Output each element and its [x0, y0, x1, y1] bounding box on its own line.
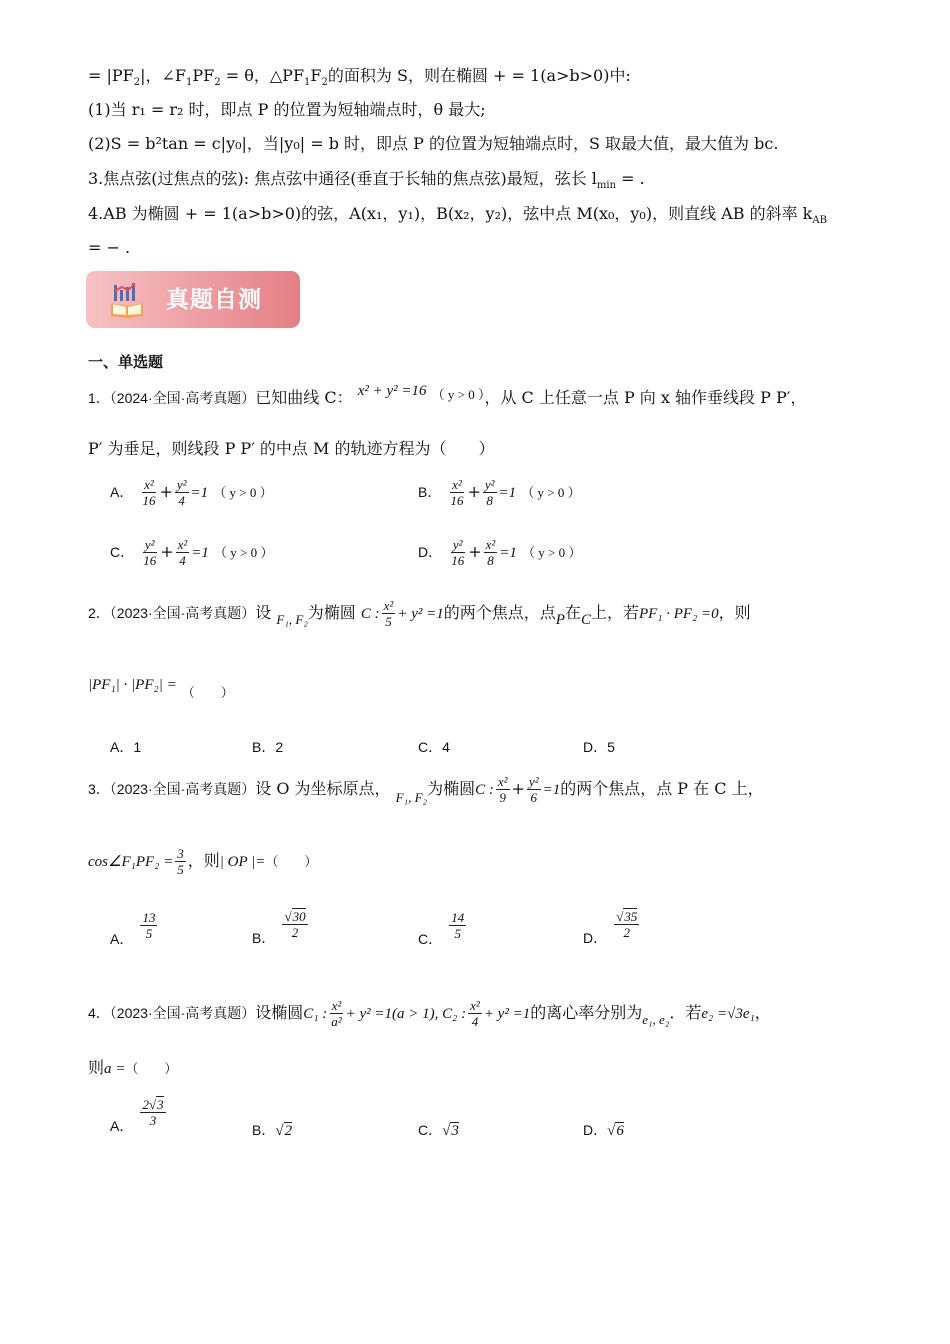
q3-option-d[interactable]: D． $\frac{√35}{2}$	[583, 909, 638, 946]
question-3: 3．（2023·全国·高考真题）设 O 为坐标原点， $_{F_1, F_2}$为椭圆C : $\frac{\text{x²}}{9}$ + $\frac{\text{y²}}{6}$ =1的两个焦点，点 P 在 C 上，	[88, 774, 764, 805]
intro-item-3: 3.焦点弦(过焦点的弦): 焦点弦中通径(垂直于长轴的焦点弦)最短，弦长 $l_{min}$ = .	[88, 169, 645, 192]
q4-option-d[interactable]: D．√6	[583, 1122, 624, 1139]
q4-option-c[interactable]: C．√3	[418, 1122, 459, 1139]
question-2-line-2: |PF₁| · |PF₂| = $_{( )}$	[88, 677, 234, 700]
question-4: 4．（2023·全国·高考真题）设椭圆C₁ : $\frac{\text{x²}}{\text{a²}}$ + y² =1(a > 1), C₂ : $\frac{\text{x²}}{4}$ + y² =1的离心率分别为$_{e_1, e_2}$．若e₂ =√3e₁，	[88, 998, 771, 1029]
q1-option-a[interactable]: A． $\frac{\text{x²}}{16}$ + $\frac{\text{y²}}{4}$ =1 （ y > 0 ）	[110, 477, 273, 508]
q2-option-a[interactable]: A．1	[110, 739, 142, 755]
q1-option-c[interactable]: C． $\frac{\text{y²}}{16}$ + $\frac{\text{x²}}{4}$ =1 （ y > 0 ）	[110, 537, 274, 568]
intro-item-4-cont: = − .	[88, 238, 131, 257]
q2-option-c[interactable]: C．4	[418, 739, 450, 755]
q2-option-d[interactable]: D．5	[583, 739, 615, 755]
q3-option-b[interactable]: B． $\frac{√30}{2}$	[252, 909, 306, 946]
intro-item-1: (1)当 r₁ = r₂ 时，即点 P 的位置为短轴端点时，θ 最大;	[88, 100, 486, 119]
q3-option-c[interactable]: C． $\frac{14}{5}$	[418, 910, 465, 947]
q3-option-a[interactable]: A． $\frac{13}{5}$	[110, 910, 156, 947]
book-chart-icon	[108, 281, 146, 319]
question-1: 1．（2024·全国·高考真题）已知曲线 C： x² + y² =16 $^{( y > 0 )}$，从 C 上任意一点 P 向 x 轴作垂线段 P P′，	[88, 383, 807, 407]
question-3-line-2: cos∠F₁PF₂ = $\frac{3}{5}$ ，则| OP |=（ ）	[88, 846, 318, 877]
question-2: 2．（2023·全国·高考真题）设 $_{F_1, F_2}$为椭圆 C : $\frac{\text{x²}}{5}$ + y² =1的两个焦点，点P在C上，若PF₁ · PF₂ =0，则	[88, 598, 751, 629]
section-heading: 一、单选题	[88, 354, 164, 371]
intro-line-1: = $|PF_2|$，$\angle F_1PF_2 = \theta$，$\triangle PF_1F_2$的面积为 S，则在椭圆 + = 1(a>b>0)中:	[88, 66, 631, 89]
q4-option-b[interactable]: B．√2	[252, 1122, 293, 1139]
intro-item-2: (2)S = b²tan = c|y₀|，当|y₀| = b 时，即点 P 的位置为短轴端点时，S 取最大值，最大值为 bc.	[88, 134, 779, 153]
question-4-line-2: 则a =（ ）	[88, 1058, 178, 1077]
q4-option-a[interactable]: A． $\frac{2√3}{3}$	[110, 1097, 164, 1134]
banner-title: 真题自测	[166, 287, 262, 313]
q2-option-b[interactable]: B．2	[252, 739, 284, 755]
question-1-line-2: P′ 为垂足，则线段 P P′ 的中点 M 的轨迹方程为（ ）	[88, 439, 495, 458]
q1-option-b[interactable]: B． $\frac{\text{x²}}{16}$ + $\frac{\text{y²}}{8}$ =1 （ y > 0 ）	[418, 477, 581, 508]
q1-option-d[interactable]: D． $\frac{\text{y²}}{16}$ + $\frac{\text{x²}}{8}$ =1 （ y > 0 ）	[418, 537, 582, 568]
intro-item-4: 4.AB 为椭圆 + = 1(a>b>0)的弦，A(x₁，y₁)，B(x₂，y₂)，弦中点 M(x₀，y₀)，则直线 AB 的斜率 $k_{AB}$	[88, 204, 827, 227]
